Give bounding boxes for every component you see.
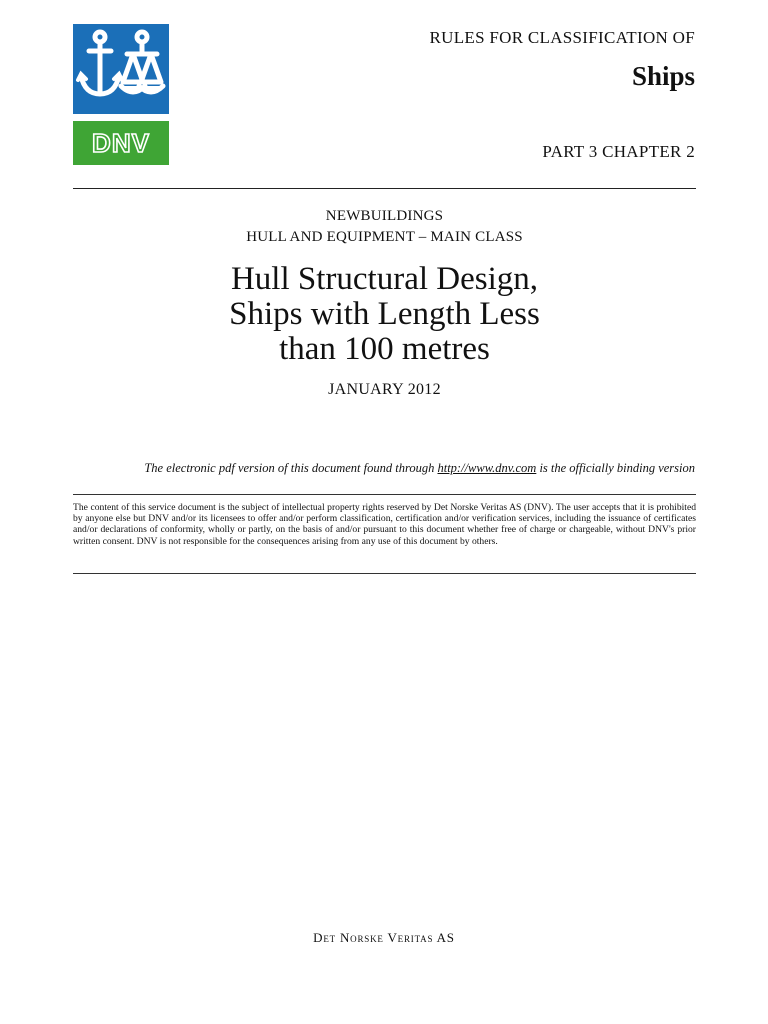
logo-wordmark xyxy=(73,121,169,165)
logo-emblem xyxy=(73,24,169,114)
rules-heading: RULES FOR CLASSIFICATION OF xyxy=(429,28,695,47)
anchor-scales-emblem xyxy=(73,24,169,114)
title-line-3: than 100 metres xyxy=(279,331,490,367)
binding-note-prefix: The electronic pdf version of this document found through xyxy=(144,461,438,475)
title-line-2: Ships with Length Less xyxy=(229,296,540,332)
title-line-1: Hull Structural Design, xyxy=(230,261,539,297)
section-line-1: NEWBUILDINGS xyxy=(325,208,444,224)
binding-version-note xyxy=(144,461,695,476)
dnv-website-link[interactable]: http://www.dnv.com xyxy=(437,461,537,475)
disclaimer-top-divider xyxy=(73,494,696,495)
header-divider xyxy=(73,188,696,189)
part-chapter: PART 3 CHAPTER 2 xyxy=(542,142,695,161)
document-title xyxy=(73,262,696,367)
section-line-2: HULL AND EQUIPMENT – MAIN CLASS xyxy=(246,229,523,245)
publication-date: JANUARY 2012 xyxy=(328,381,441,398)
disclaimer-bottom-divider xyxy=(73,573,696,574)
publisher-footer: Det Norske Veritas AS xyxy=(313,930,455,945)
binding-note-suffix: is the officially binding version xyxy=(536,461,695,475)
logo-text: DNV xyxy=(92,128,150,158)
ip-disclaimer: The content of this service document is the subject of intellectual property rights reserved by Det Norske Veritas AS (DNV). The user accepts that it is prohibited by anyone else but DNV and/or its licensees to offer and/or perform classification, certification and/or verification services, including the issuance of certificates and/or declarations of conformity, wholly or partly, on the basis of and/or pursuant to this document whether free of charge or chargeable, without DNV's prior written consent. DNV is not responsible for the consequences arising from any use of this document by others. xyxy=(73,502,696,547)
scales-icon xyxy=(121,32,163,92)
subject-title: Ships xyxy=(631,61,695,91)
anchor-icon xyxy=(78,32,122,94)
dnv-logo xyxy=(73,24,169,165)
